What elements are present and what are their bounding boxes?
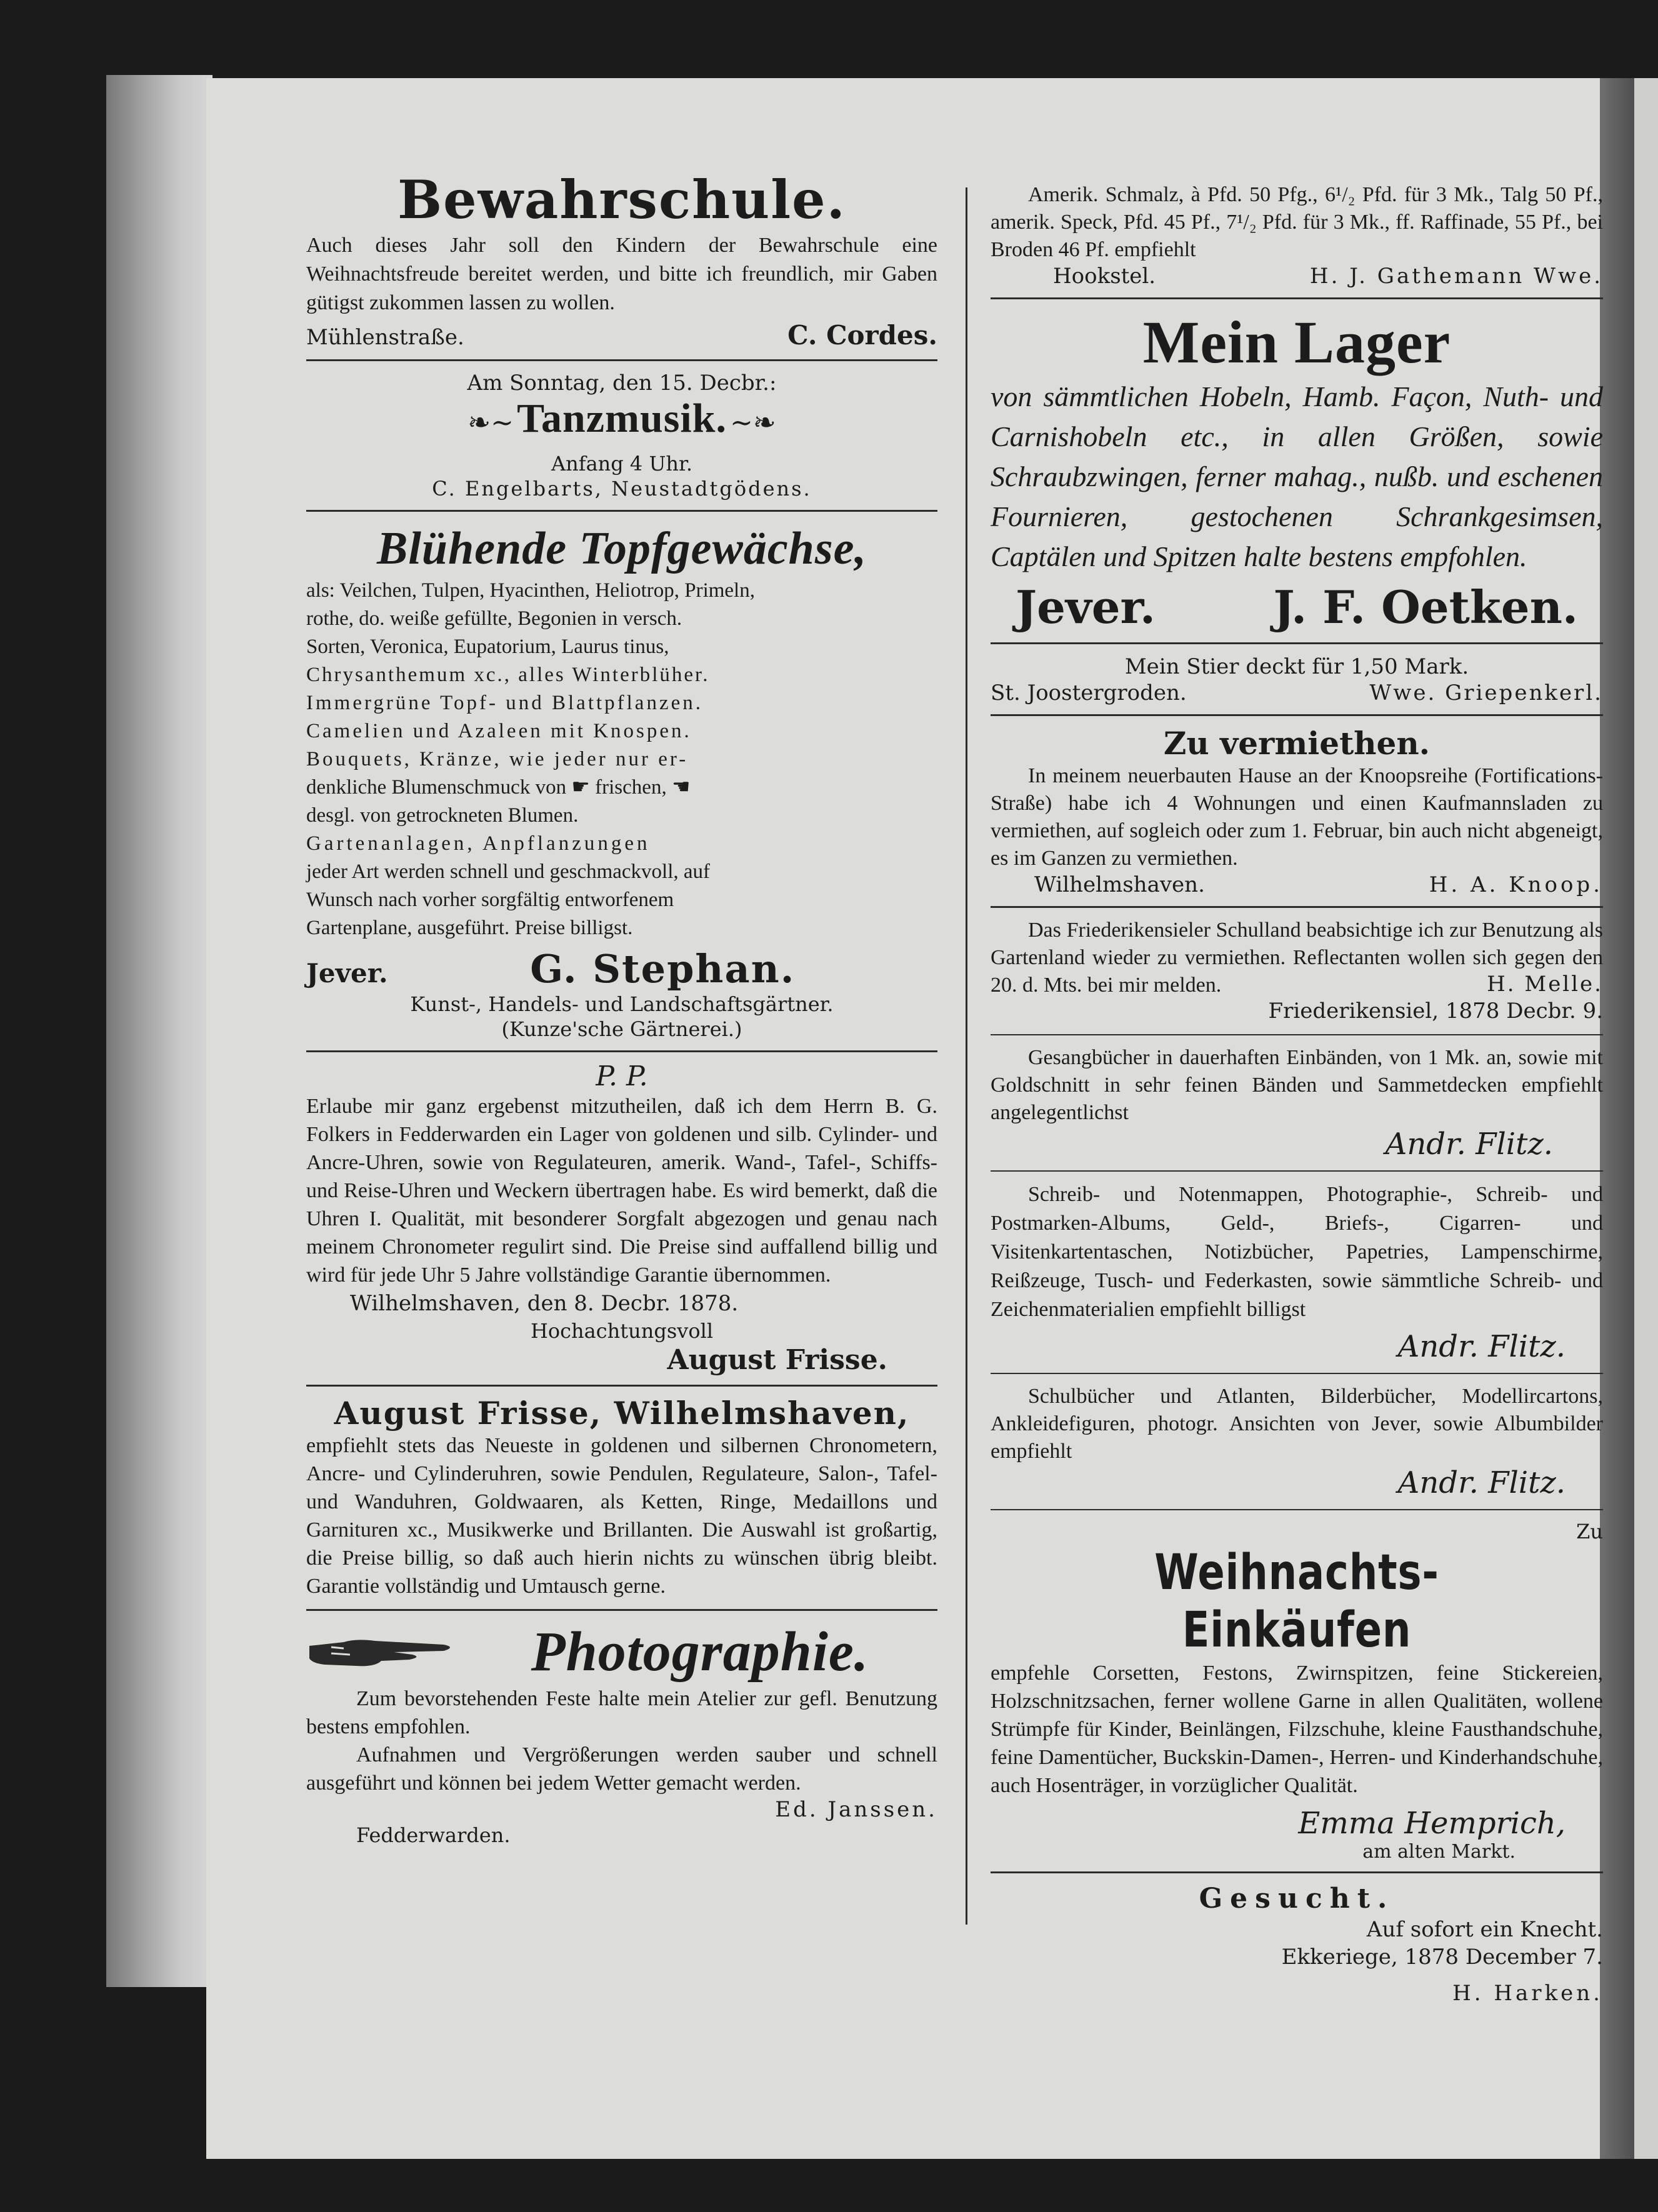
pointing-hand-icon: [306, 1633, 462, 1671]
ad-signature: Wwe. Griepenkerl.: [1369, 680, 1603, 705]
ad-body: Schreib- und Notenmappen, Photographie-, Schreib- und Postmarken-Albums, Geld-, Briefs-, Cigarren- und Visitenkartentaschen, Notizbücher, Papetries, Lampenschirme, Reißzeuge, Tusch- und Federkasten, sowie sämmtliche Schreib- und Zeichenmaterialien empfiehlt billigst: [991, 1183, 1603, 1321]
plant-line: Gartenanlagen, Anpflanzungen: [306, 832, 651, 855]
plant-line: Immergrüne Topf- und Blattpflanzen.: [306, 692, 703, 714]
column-divider: [966, 187, 967, 1925]
ad-signature: H. A. Knoop.: [1429, 872, 1603, 897]
ad-date-line: Am Sonntag, den 15. Decbr.:: [467, 371, 777, 396]
ad-tanzmusik: [306, 370, 937, 501]
ad-address: am alten Markt.: [1362, 1841, 1516, 1863]
ad-separator: [306, 1609, 937, 1611]
ad-separator: [991, 1170, 1603, 1172]
plant-line: denkliche Blumenschmuck von ☛ frischen, ☚: [306, 776, 691, 799]
ad-title: Bewahrschule.: [397, 169, 846, 231]
plant-line: desgl. von getrockneten Blumen.: [306, 804, 579, 827]
ad-separator: [306, 510, 937, 512]
ad-host: C. Engelbarts, Neustadtgödens.: [432, 477, 812, 501]
ad-title: August Frisse, Wilhelmshaven,: [334, 1395, 910, 1432]
ad-body: von sämmtlichen Hobeln, Hamb. Façon, Nuth- und Carnishobeln etc., in allen Größen, sowie Schraubzwingen, ferner mahag., nußb. und eschenen Fournieren, gestochenen Schrankgesimsen, Captälen und Spitzen halte bestens empfohlen.: [991, 381, 1603, 572]
ad-signature: Andr. Flitz.: [1385, 1127, 1553, 1162]
ad-signature: C. Cordes.: [787, 320, 937, 351]
ad-separator: [991, 714, 1603, 716]
ad-place: Wilhelmshaven.: [1034, 872, 1205, 897]
ad-separator: [991, 906, 1603, 908]
ad-vermiethen: [991, 725, 1603, 897]
ornament-right-icon: ∼❧: [730, 407, 776, 439]
ad-closing: Hochachtungsvoll: [530, 1319, 714, 1343]
plant-line: Camelien und Azaleen mit Knospen.: [306, 720, 692, 742]
ad-signature: August Frisse.: [667, 1344, 887, 1376]
ad-separator: [991, 642, 1603, 644]
ad-pp: [306, 1061, 937, 1376]
ad-schreib: [991, 1180, 1603, 1364]
plant-line: als: Veilchen, Tulpen, Hyacinthen, Heliotrop, Primeln,: [306, 579, 755, 602]
ad-schmalz: [991, 181, 1603, 289]
ad-place: St. Joostergroden.: [991, 680, 1187, 705]
ad-weihnachten: [991, 1519, 1603, 1863]
ad-signature: J. F. Oetken.: [1273, 580, 1578, 634]
ad-signature: Emma Hemprich,: [1298, 1806, 1566, 1841]
plant-line: Wunsch nach vorher sorgfältig entworfenem: [306, 889, 674, 911]
ad-body: empfiehlt stets das Neueste in goldenen und silbernen Chronometern, Ancre- und Cylinderuhren, sowie Pendulen, Regulateure, Salon-, Tafel- und Wanduhren, Goldwaaren, als Ketten, Ringe, Medaillons und Garnituren xc., Musikwerke und Brillanten. Die Auswahl ist großartig, die Preise billig, so daß auch hierin nichts zu wünschen übrig bleibt. Garantie vollständig und Umtausch gerne.: [306, 1434, 937, 1598]
next-page-edge: [1634, 78, 1658, 2159]
ad-place: Fedderwarden.: [356, 1823, 511, 1847]
ad-separator: [306, 359, 937, 361]
ad-separator: [991, 1034, 1603, 1035]
plant-line: Sorten, Veronica, Eupatorium, Laurus tinus,: [306, 635, 669, 658]
ad-body: Amerik. Schmalz, à Pfd. 50 Pfg., 6¹/₂ Pfd. für 3 Mk., Talg 50 Pf., amerik. Speck, Pfd. 45 Pf., 7¹/₂ Pfd. für 3 Mk., ff. Raffinade, 55 Pf., bei Broden 46 Pf. empfiehlt: [991, 183, 1603, 261]
ad-stier: [991, 653, 1603, 705]
plant-line: Chrysanthemum xc., alles Winterblüher.: [306, 664, 710, 686]
ad-town: Jever.: [306, 958, 388, 989]
ad-separator: [991, 297, 1603, 299]
ad-town: Jever.: [1016, 580, 1156, 634]
ad-body: In meinem neuerbauten Hause an der Knoopsreihe (Fortifications-Straße) habe ich 4 Wohnungen und einen Kaufmannsladen zu vermiethen, auf sogleich oder zum 1. Februar, bin auch nicht abgeneigt, es im Ganzen zu vermiethen.: [991, 764, 1603, 870]
ad-body: Mein Stier deckt für 1,50 Mark.: [1124, 654, 1469, 679]
ad-body: Auch dieses Jahr soll den Kindern der Bewahrschule eine Weihnachtsfreude bereitet werden, und bitte ich freundlich, mir Gaben gütigst zukommen lassen zu wollen.: [306, 234, 937, 314]
ad-gesucht: [991, 1882, 1603, 2006]
ad-gesangbuecher: [991, 1044, 1603, 1162]
ad-place: Hookstel.: [1053, 264, 1156, 289]
book-edge: [106, 75, 212, 1987]
ad-signature: Ed. Janssen.: [775, 1797, 937, 1822]
ad-pre-title: Zu: [1576, 1520, 1603, 1543]
left-column: [306, 169, 937, 1848]
ad-schulland: [991, 917, 1603, 1025]
ad-body: Erlaube mir ganz ergebenst mitzutheilen, daß ich dem Herrn B. G. Folkers in Fedderwarden ein Lager von goldenen und silb. Cylinder- und Ancre-Uhren, sowie von Regulateuren, amerik. Wand-, Tafel-, Schiffs- und Reise-Uhren und Weckern übertragen habe. Es wird bemerkt, daß die Uhren I. Qualität, mit besonderer Sorgfalt abgezogen und genau nach meinem Chronometer regulirt sind. Die Preise sind auffallend billig und wird für jede Uhr 5 Jahre vollständige Garantie übernommen.: [306, 1095, 937, 1287]
ad-body-1: Zum bevorstehenden Feste halte mein Atelier zur gefl. Benutzung bestens empfohlen.: [306, 1687, 937, 1738]
ad-body: Das Friederikensieler Schulland beabsichtige ich zur Benutzung als Gartenland wieder zu vermiethen. Reflectanten wollen sich gegen den 20. d. Mts. bei mir melden.: [991, 919, 1603, 997]
ad-signature: Andr. Flitz.: [1397, 1465, 1566, 1500]
ad-subtitle: Kunst-, Handels- und Landschaftsgärtner.: [410, 992, 834, 1016]
ad-signature: Andr. Flitz.: [1397, 1329, 1566, 1364]
ad-schulbuecher: [991, 1383, 1603, 1500]
ad-separator: [306, 1385, 937, 1387]
ad-start: Anfang 4 Uhr.: [551, 452, 692, 476]
ad-body: Gesangbücher in dauerhaften Einbänden, von 1 Mk. an, sowie mit Goldschnitt in sehr feinen Bänden und Sammetdecken empfiehlt angelegentlichst: [991, 1046, 1603, 1124]
ad-separator: [991, 1509, 1603, 1510]
ad-body-2: Aufnahmen und Vergrößerungen werden sauber und schnell ausgeführt und können bei jedem Wetter gemacht werden.: [306, 1743, 937, 1795]
ad-separator: [306, 1050, 937, 1052]
ad-title: Weihnachts-Einkäufen: [1154, 1545, 1439, 1658]
ad-signature: H. Harken.: [1452, 1981, 1603, 2006]
ad-place-date: Wilhelmshaven, den 8. Decbr. 1878.: [350, 1291, 739, 1316]
plant-line: jeder Art werden schnell und geschmackvoll, auf: [306, 860, 711, 883]
ad-topfgewaechse: [306, 521, 937, 1042]
ad-photographie: [306, 1620, 937, 1848]
ad-separator: [991, 1373, 1603, 1374]
ad-body: empfehle Corsetten, Festons, Zwirnspitzen, feine Stickereien, Holzschnitzsachen, ferner wollene Garne in allen Qualitäten, wollene Strümpfe für Kinder, Beinlängen, Filzschuhe, kleine Fausthandschuhe, feine Damentücher, Buckskin-Damen-, Herren- und Kinderhandschuhe, auch Hosenträger, in vorzüglicher Qualität.: [991, 1661, 1603, 1797]
ad-title: Gesucht.: [1199, 1883, 1395, 1915]
ad-bewahrschule: [306, 169, 937, 351]
ad-title: Photographie.: [531, 1621, 869, 1683]
ad-separator: [991, 1871, 1603, 1873]
ad-frisse: [306, 1395, 937, 1600]
ad-place-date: Ekkeriege, 1878 December 7.: [1281, 1945, 1603, 1970]
plant-line: Bouquets, Kränze, wie jeder nur er-: [306, 748, 689, 770]
ad-note: (Kunze'sche Gärtnerei.): [501, 1017, 742, 1041]
ad-title: P. P.: [596, 1060, 648, 1092]
ad-title: Tanzmusik.: [517, 396, 727, 441]
ad-title: Blühende Topfgewächse,: [377, 523, 867, 574]
right-column: [991, 181, 1603, 2006]
plant-line: Gartenplane, ausgeführt. Preise billigst.: [306, 917, 633, 939]
ad-place-date: Friederikensiel, 1878 Decbr. 9.: [1268, 999, 1603, 1024]
ad-body: Schulbücher und Atlanten, Bilderbücher, Modellircartons, Ankleidefiguren, photogr. Ansichten von Jever, sowie Albumbilder empfiehlt: [991, 1385, 1603, 1463]
ad-signature: H. Melle.: [1487, 972, 1603, 997]
ad-body: Auf sofort ein Knecht.: [1366, 1917, 1603, 1942]
ad-title: Zu vermiethen.: [1163, 725, 1431, 762]
plant-line: rothe, do. weiße gefüllte, Begonien in versch.: [306, 607, 682, 630]
ad-lager: [991, 308, 1603, 634]
ad-signature: H. J. Gathemann Wwe.: [1309, 264, 1603, 289]
ad-title: Mein Lager: [1142, 309, 1451, 376]
ad-signature: G. Stephan.: [530, 946, 796, 992]
ad-street: Mühlenstraße.: [306, 325, 464, 350]
ornament-left-icon: ❧∼: [467, 407, 514, 439]
